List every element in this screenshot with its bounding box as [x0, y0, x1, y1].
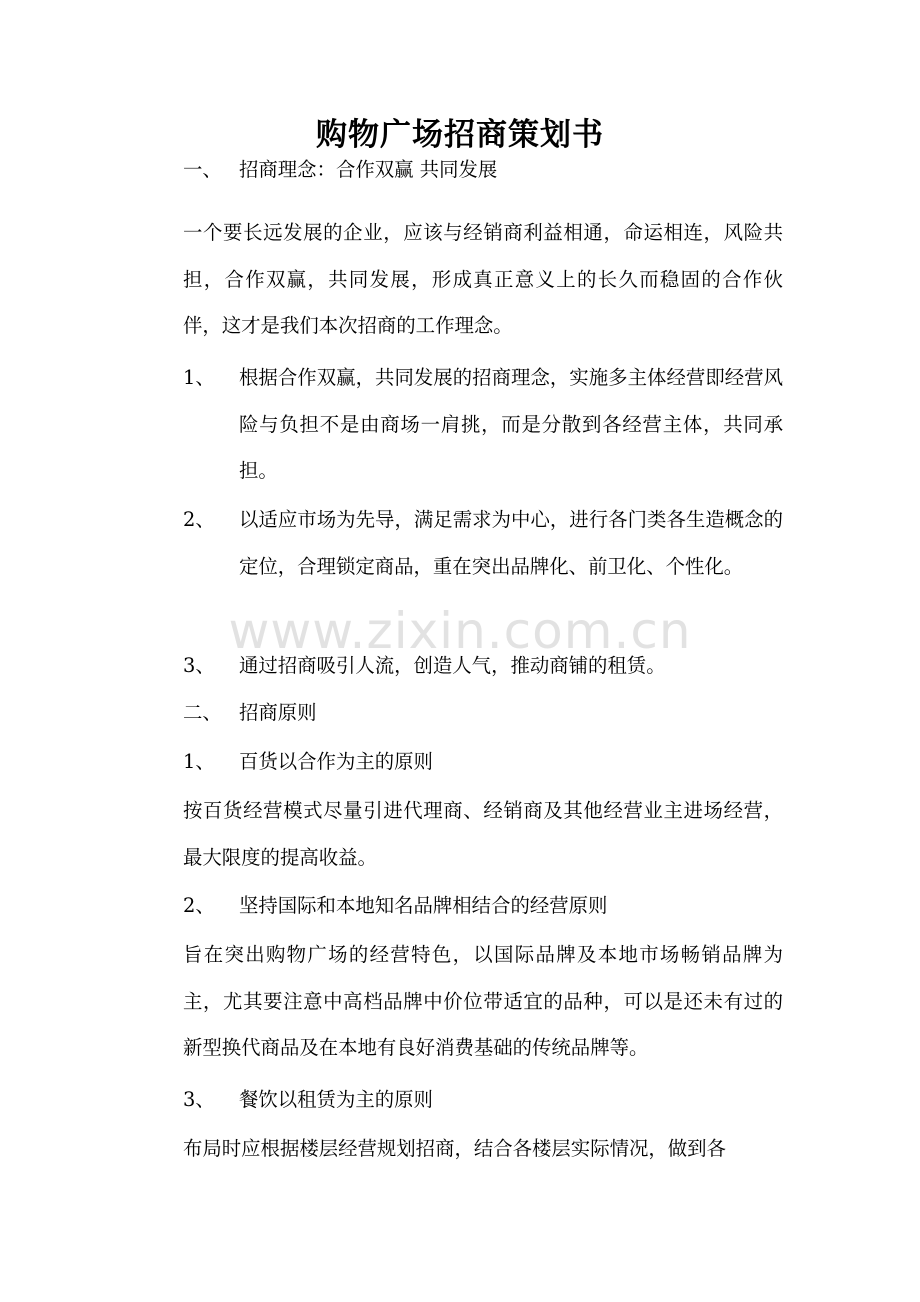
- list-item: [183, 883, 783, 930]
- list-item-number: 2、: [183, 508, 215, 531]
- list-item-text: 根据合作双赢，共同发展的招商理念，实施多主体经营即经营风险与负担不是由商场一肩挑，而是分散到各经营主体，共同承担。: [239, 366, 783, 482]
- list-item-text: 以适应市场为先导，满足需求为中心，进行各门类各生造概念的定位，合理锁定商品，重在突出品牌化、前卫化、个性化。: [239, 508, 783, 578]
- watermark: www.zixin.com.cn: [228, 602, 692, 660]
- list-item-text: 百货以合作为主的原则: [239, 750, 433, 773]
- paragraph-brands: 旨在突出购物广场的经营特色，以国际品牌及本地市场畅销品牌为主，尤其要注意中高档品牌中价位带适宜的品种，可以是还未有过的新型换代商品及在本地有良好消费基础的传统品牌等。: [183, 943, 783, 1059]
- paragraph-philosophy: 一个要长远发展的企业，应该与经销商利益相通，命运相连，风险共担，合作双赢，共同发展，形成真正意义上的长久而稳固的合作伙伴，这才是我们本次招商的工作理念。: [183, 221, 783, 337]
- list-item-number: 1、: [183, 750, 215, 773]
- list-item-text: 餐饮以租赁为主的原则: [239, 1088, 433, 1111]
- list-item-text: 通过招商吸引人流，创造人气，推动商铺的租赁。: [239, 654, 666, 677]
- list-item-number: 3、: [183, 654, 215, 677]
- section-heading-text: 招商理念：合作双赢 共同发展: [239, 158, 498, 181]
- section-heading-2: [183, 690, 783, 737]
- list-item: [183, 497, 783, 590]
- paragraph-catering: 布局时应根据楼层经营规划招商，结合各楼层实际情况，做到各: [183, 1137, 726, 1160]
- section-number: 二、: [183, 701, 222, 724]
- list-item: [183, 739, 783, 786]
- paragraph-department-store: 按百货经营模式尽量引进代理商、经销商及其他经营业主进场经营，最大限度的提高收益。: [183, 799, 783, 869]
- list-item-number: 2、: [183, 894, 215, 917]
- section-heading-1: [183, 147, 783, 194]
- list-item-text: 坚持国际和本地知名品牌相结合的经营原则: [239, 894, 608, 917]
- list-item-number: 3、: [183, 1088, 215, 1111]
- section-number: 一、: [183, 158, 222, 181]
- document-title: 购物广场招商策划书: [316, 117, 604, 153]
- list-item-number: 1、: [183, 366, 215, 389]
- list-item: [183, 1077, 783, 1124]
- list-item: [183, 643, 783, 690]
- section-heading-text: 招商原则: [239, 701, 317, 724]
- list-item: [183, 355, 783, 495]
